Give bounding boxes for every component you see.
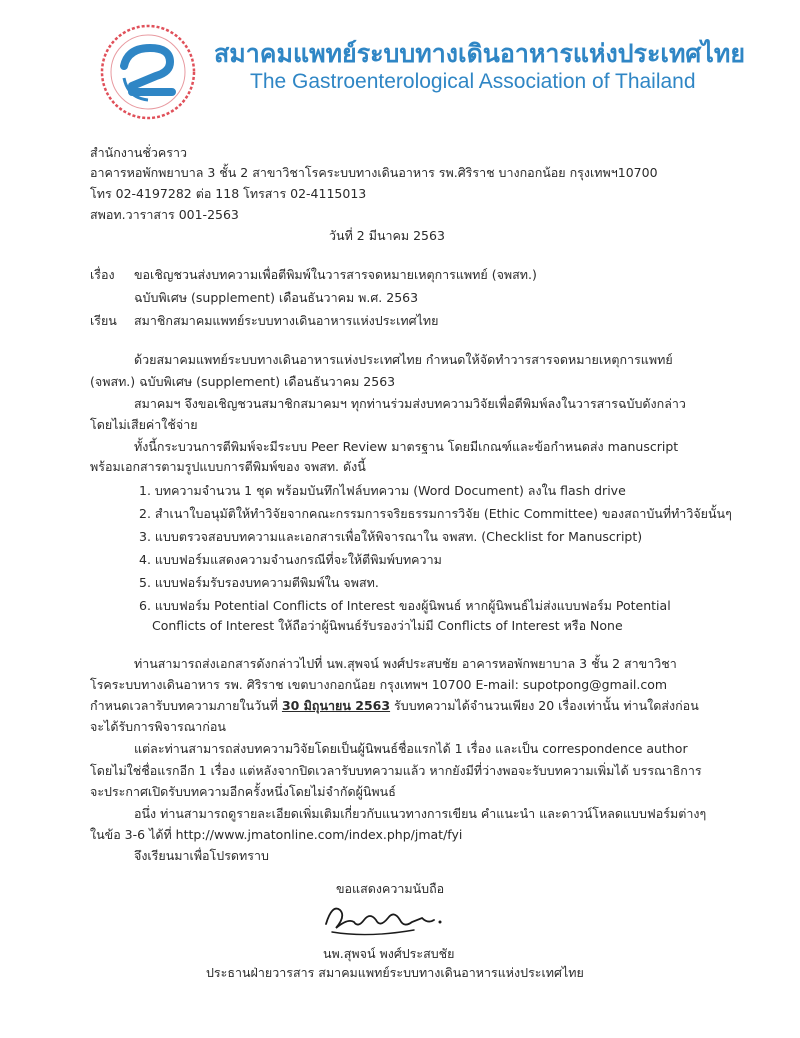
office-label: สำนักงานชั่วคราว — [90, 145, 188, 160]
office-phone: โทร 02-4197282 ต่อ 118 โทรสาร 02-4115013 — [90, 186, 367, 201]
author-rule-line-2: โดยไม่ใช่ชื่อแรกอีก 1 เรื่อง แต่หลังจากปิดเวลารับบทความแล้ว หากยังมีที่ว่างพอจะรับบทความเพิ่มได้ บรรณาธิการ — [90, 763, 702, 778]
paragraph-3-line-2: พร้อมเอกสารตามรูปแบบการตีพิมพ์ของ จพสท. ดังนี้ — [90, 459, 366, 474]
closing-request: จึงเรียนมาเพื่อโปรดทราบ — [134, 848, 269, 863]
author-rule-line-1: แต่ละท่านสามารถส่งบทความวิจัยโดยเป็นผู้นิพนธ์ชื่อแรกได้ 1 เรื่อง และเป็น correspondence author — [134, 741, 688, 756]
letter-date: วันที่ 2 มีนาคม 2563 — [329, 228, 445, 243]
signatory-title: ประธานฝ่ายวารสาร สมาคมแพทย์ระบบทางเดินอาหารแห่งประเทศไทย — [206, 965, 584, 980]
submission-line-4: จะได้รับการพิจารณาก่อน — [90, 719, 226, 734]
list-item: 6. แบบฟอร์ม Potential Conflicts of Interest ของผู้นิพนธ์ หากผู้นิพนธ์ไม่ส่งแบบฟอร์ม Potential — [139, 598, 671, 613]
paragraph-3-line-1: ทั้งนี้กระบวนการตีพิมพ์จะมีระบบ Peer Review มาตรฐาน โดยมีเกณฑ์และข้อกำหนดส่ง manuscript — [134, 439, 679, 454]
association-logo — [98, 22, 198, 122]
more-info-line-2: ในข้อ 3-6 ได้ที่ http://www.jmatonline.com/index.php/jmat/fyi — [90, 827, 463, 842]
signatory-name: นพ.สุพจน์ พงศ์ประสบชัย — [323, 946, 455, 961]
deadline-suffix: รับบทความได้จำนวนเพียง 20 เรื่องเท่านั้น ท่านใดส่งก่อน — [390, 698, 699, 713]
handwritten-signature — [318, 898, 448, 942]
submission-line-3 — [90, 697, 699, 714]
org-name-thai: สมาคมแพทย์ระบบทางเดินอาหารแห่งประเทศไทย — [214, 39, 746, 68]
signature-closing: ขอแสดงความนับถือ — [336, 881, 445, 896]
list-item: 3. แบบตรวจสอบบทความและเอกสารเพื่อให้พิจารณาใน จพสท. (Checklist for Manuscript) — [139, 529, 643, 544]
list-item: 5. แบบฟอร์มรับรองบทความตีพิมพ์ใน จพสท. — [139, 575, 379, 590]
deadline-prefix: กำหนดเวลารับบทความภายในวันที่ — [90, 698, 282, 713]
reference-number: สพอท.วาราสาร 001-2563 — [90, 207, 239, 222]
list-item: 4. แบบฟอร์มแสดงความจำนงกรณีที่จะให้ตีพิมพ์บทความ — [139, 552, 442, 567]
list-item: 2. สำเนาใบอนุมัติให้ทำวิจัยจากคณะกรรมการจริยธรรมการวิจัย (Ethic Committee) ของสถาบันที่ทำวิจัยนั้นๆ — [139, 506, 732, 521]
author-rule-line-3: จะประกาศเปิดรับบทความอีกครั้งหนึ่งโดยไม่จำกัดผู้นิพนธ์ — [90, 784, 396, 799]
deadline-date: 30 มิถุนายน 2563 — [281, 698, 391, 713]
submission-line-2: โรคระบบทางเดินอาหาร รพ. ศิริราช เขตบางกอกน้อย กรุงเทพฯ 10700 E-mail: supotpong@gmail.com — [90, 677, 668, 692]
paragraph-1-line-1: ด้วยสมาคมแพทย์ระบบทางเดินอาหารแห่งประเทศไทย กำหนดให้จัดทำวารสารจดหมายเหตุการแพทย์ — [134, 352, 673, 367]
office-address: อาคารหอพักพยาบาล 3 ชั้น 2 สาขาวิชาโรคระบบทางเดินอาหาร รพ.ศิริราช บางกอกน้อย กรุงเทพฯ10700 — [90, 165, 658, 180]
subject-line-1: ขอเชิญชวนส่งบทความเพื่อตีพิมพ์ในวารสารจดหมายเหตุการแพทย์ (จพสท.) — [134, 267, 537, 282]
submission-line-1: ท่านสามารถส่งเอกสารดังกล่าวไปที่ นพ.สุพจน์ พงศ์ประสบชัย อาคารหอพักพยาบาล 3 ชั้น 2 สาขาวิชา — [134, 656, 677, 671]
paragraph-2-line-2: โดยไม่เสียค่าใช้จ่าย — [90, 417, 198, 432]
paragraph-1-line-2: (จพสท.) ฉบับพิเศษ (supplement) เดือนธันวาคม 2563 — [90, 374, 396, 389]
org-name-english: The Gastroenterological Association of Thailand — [250, 70, 696, 93]
more-info-line-1: อนึ่ง ท่านสามารถดูรายละเอียดเพิ่มเติมเกี่ยวกับแนวทางการเขียน คำแนะนำ และดาวน์โหลดแบบฟอร์มต่างๆ — [134, 806, 707, 821]
recipient-text: สมาชิกสมาคมแพทย์ระบบทางเดินอาหารแห่งประเทศไทย — [134, 313, 439, 328]
paragraph-2-line-1: สมาคมฯ จึงขอเชิญชวนสมาชิกสมาคมฯ ทุกท่านร่วมส่งบทความวิจัยเพื่อตีพิมพ์ลงในวารสารฉบับดังกล่าว — [134, 396, 686, 411]
subject-label: เรื่อง — [90, 267, 115, 282]
subject-line-2: ฉบับพิเศษ (supplement) เดือนธันวาคม พ.ศ. 2563 — [134, 290, 419, 305]
recipient-label: เรียน — [90, 313, 117, 328]
list-item-continuation: Conflicts of Interest ให้ถือว่าผู้นิพนธ์รับรองว่าไม่มี Conflicts of Interest หรือ None — [152, 618, 623, 633]
list-item: 1. บทความจำนวน 1 ชุด พร้อมบันทึกไฟล์บทความ (Word Document) ลงใน flash drive — [139, 483, 626, 498]
